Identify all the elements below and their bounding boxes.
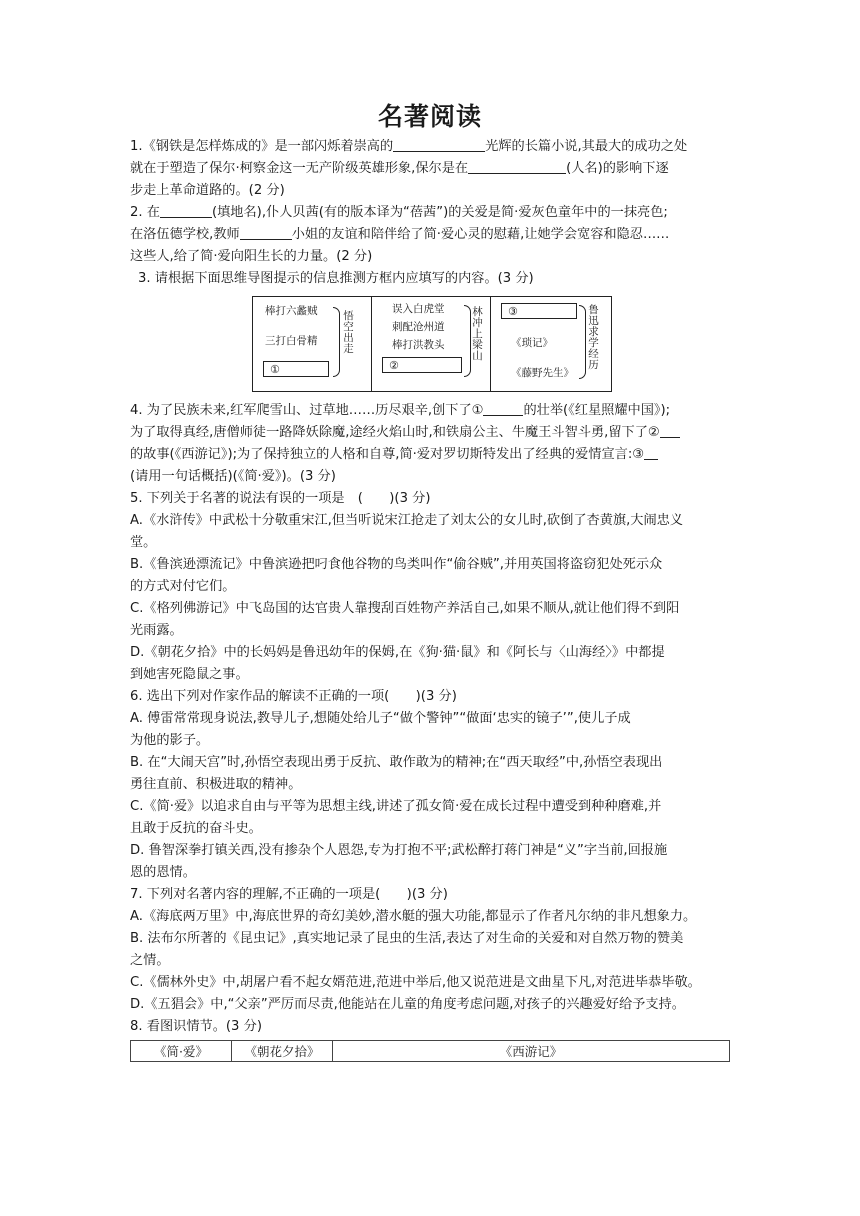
worksheet (130, 100, 730, 1062)
mm-label-linchong: 林 冲 上 梁 山 (472, 306, 483, 362)
q6-option-c[interactable]: C.《简·爱》以追求自由与平等为思想主线,讲述了孤女简·爱在成长过程中遭受到种种磨难,并 (130, 799, 662, 814)
q8-stem: 8. 看图识情节。(3 分) (130, 1019, 262, 1034)
mind-map (252, 296, 612, 392)
q2-blank-2[interactable] (240, 225, 292, 240)
q4-text-c: 为了取得真经,唐僧师徒一路降妖除魔,途经火焰山时,和铁扇公主、牛魔王斗智斗勇,留下了② (130, 425, 660, 440)
q7-option-b[interactable]: B. 法布尔所著的《昆虫记》,真实地记录了昆虫的生活,表达了对生命的关爱和对自然万物的赞美 (130, 931, 684, 946)
q2-text-b: (填地名),仆人贝茜(有的版本译为“蓓茜”)的关爱是简·爱灰色童年中的一抹亮色; (211, 205, 668, 220)
mm-label-luxun: 鲁 迅 求 学 经 历 (588, 304, 599, 371)
mind-map-group-linchong (371, 297, 490, 391)
mm-item: 刺配沧州道 (392, 321, 445, 333)
q5-option-a[interactable]: A.《水浒传》中武松十分敬重宋江,但当听说宋江抢走了刘太公的女儿时,砍倒了杏黄旗,大闹忠义 (130, 513, 684, 528)
q6-stem: 6. 选出下列对作家作品的解读不正确的一项( )(3 分) (130, 689, 457, 704)
q2-blank-1[interactable] (160, 203, 212, 218)
q5-option-b[interactable]: B.《鲁滨逊漂流记》中鲁滨逊把叼食他谷物的鸟类叫作“偷谷贼”,并用英国将盗窃犯处死示众 (130, 557, 663, 572)
q5-option-d-cont: 到她害死隐鼠之事。 (130, 667, 249, 682)
table-header-jane-eyre: 《简·爱》 (131, 1041, 232, 1062)
q7-stem: 7. 下列对名著内容的理解,不正确的一项是( )(3 分) (130, 887, 448, 902)
mind-map-group-wukong (253, 297, 371, 391)
mm-item: 三打白骨精 (265, 335, 318, 347)
q6-option-c-cont: 且敢于反抗的奋斗史。 (130, 821, 262, 836)
q5-option-c[interactable]: C.《格列佛游记》中飞岛国的达官贵人靠搜刮百姓物产养活自己,如果不顺从,就让他们得不到阳 (130, 601, 680, 616)
q6-option-d[interactable]: D. 鲁智深拳打镇关西,没有掺杂个人恩怨,专为打抱不平;武松醉打蒋门神是“义”字当前,回报施 (130, 843, 668, 858)
question-1 (130, 136, 730, 202)
question-8 (130, 1016, 730, 1062)
question-6 (130, 686, 730, 884)
q2-text-e: 这些人,给了简·爱向阳生长的力量。(2 分) (130, 249, 373, 264)
page-title: 名著阅读 (377, 102, 482, 131)
q5-option-b-cont: 的方式对付它们。 (130, 579, 236, 594)
q6-option-a[interactable]: A. 傅雷常常现身说法,教导儿子,想随处给儿子“做个警钟”“做面‘忠实的镜子’”,使儿子成 (130, 711, 631, 726)
mm-item: 棒打洪教头 (392, 339, 445, 351)
mm-item: 误入白虎堂 (392, 303, 445, 315)
q6-option-a-cont: 为他的影子。 (130, 733, 210, 748)
q1-text-d: (人名)的影响下逐 (566, 161, 669, 176)
mm-item: 《琐记》 (511, 337, 553, 349)
question-4 (130, 400, 730, 488)
q1-text-b: 光辉的长篇小说,其最大的成功之处 (485, 139, 688, 154)
mm-item: 棒打六蠡贼 (265, 305, 318, 317)
mm-item: 《藤野先生》 (511, 367, 574, 379)
q7-option-a[interactable]: A.《海底两万里》中,海底世界的奇幻美妙,潜水艇的强大功能,都显示了作者凡尔纳的非凡想象力。 (130, 909, 697, 924)
q4-blank-2[interactable] (660, 423, 680, 438)
q7-option-d[interactable]: D.《五猖会》中,“父亲”严厉而尽责,他能站在儿童的角度考虑问题,对孩子的兴趣爱好给予支持。 (130, 997, 685, 1012)
question-2 (130, 202, 730, 268)
q4-blank-1[interactable] (483, 401, 523, 416)
answer-box-1[interactable]: ① (263, 361, 329, 377)
q2-text-c: 在洛伍德学校,教师 (130, 227, 240, 242)
q5-option-a-cont: 堂。 (130, 535, 157, 550)
q7-option-c[interactable]: C.《儒林外史》中,胡屠户看不起女婿范进,范进中举后,他又说范进是文曲星下凡,对范进毕恭毕敬。 (130, 975, 701, 990)
q4-text-b: 的壮举(《红星照耀中国》); (523, 403, 671, 418)
q1-blank-2[interactable] (468, 159, 566, 174)
q4-text-d: 的故事(《西游记》);为了保持独立的人格和自尊,简·爱对罗切斯特发出了经典的爱情宣言:③ (130, 447, 645, 462)
plot-table (130, 1040, 730, 1062)
question-3 (130, 268, 730, 392)
table-header-xiyouji: 《西游记》 (333, 1041, 730, 1062)
q6-option-b[interactable]: B. 在“大闹天宫”时,孙悟空表现出勇于反抗、敢作敢为的精神;在“西天取经”中,孙悟空表现出 (130, 755, 663, 770)
brace-icon (333, 307, 340, 377)
q4-blank-3[interactable] (644, 445, 658, 460)
q6-option-d-cont: 恩的恩情。 (130, 865, 196, 880)
q1-text-a: 1.《钢铁是怎样炼成的》是一部闪烁着崇高的 (130, 139, 394, 154)
q4-text-e: (请用一句话概括)(《简·爱》)。(3 分) (130, 469, 336, 484)
q3-stem: 3. 请根据下面思维导图提示的信息推测方框内应填写的内容。(3 分) (138, 271, 534, 286)
q7-option-b-cont: 之情。 (130, 953, 170, 968)
brace-icon (464, 305, 471, 377)
answer-box-3[interactable]: ③ (501, 303, 577, 319)
q6-option-b-cont: 勇往直前、积极进取的精神。 (130, 777, 302, 792)
q5-option-d[interactable]: D.《朝花夕拾》中的长妈妈是鲁迅幼年的保姆,在《狗·猫·鼠》和《阿长与〈山海经〉》中都提 (130, 645, 665, 660)
table-header-zhaohua: 《朝花夕拾》 (232, 1041, 333, 1062)
brace-icon (579, 305, 586, 379)
q2-text-a: 2. 在 (130, 205, 160, 220)
question-5 (130, 488, 730, 686)
q1-text-c: 就在于塑造了保尔·柯察金这一无产阶级英雄形象,保尔是在 (130, 161, 469, 176)
q1-text-e: 步走上革命道路的。(2 分) (130, 183, 285, 198)
answer-box-2[interactable]: ② (382, 357, 462, 373)
q2-text-d: 小姐的友谊和陪伴给了简·爱心灵的慰藉,让她学会宽容和隐忍…… (291, 227, 670, 242)
q5-option-c-cont: 光雨露。 (130, 623, 183, 638)
q5-stem: 5. 下列关于名著的说法有误的一项是 ( )(3 分) (130, 491, 431, 506)
q4-text-a: 4. 为了民族未来,红军爬雪山、过草地……历尽艰辛,创下了① (130, 403, 484, 418)
question-7 (130, 884, 730, 1016)
mind-map-group-luxun (490, 297, 611, 391)
q1-blank-1[interactable] (393, 137, 485, 152)
mm-label-wukong: 悟 空 出 走 (343, 310, 354, 355)
